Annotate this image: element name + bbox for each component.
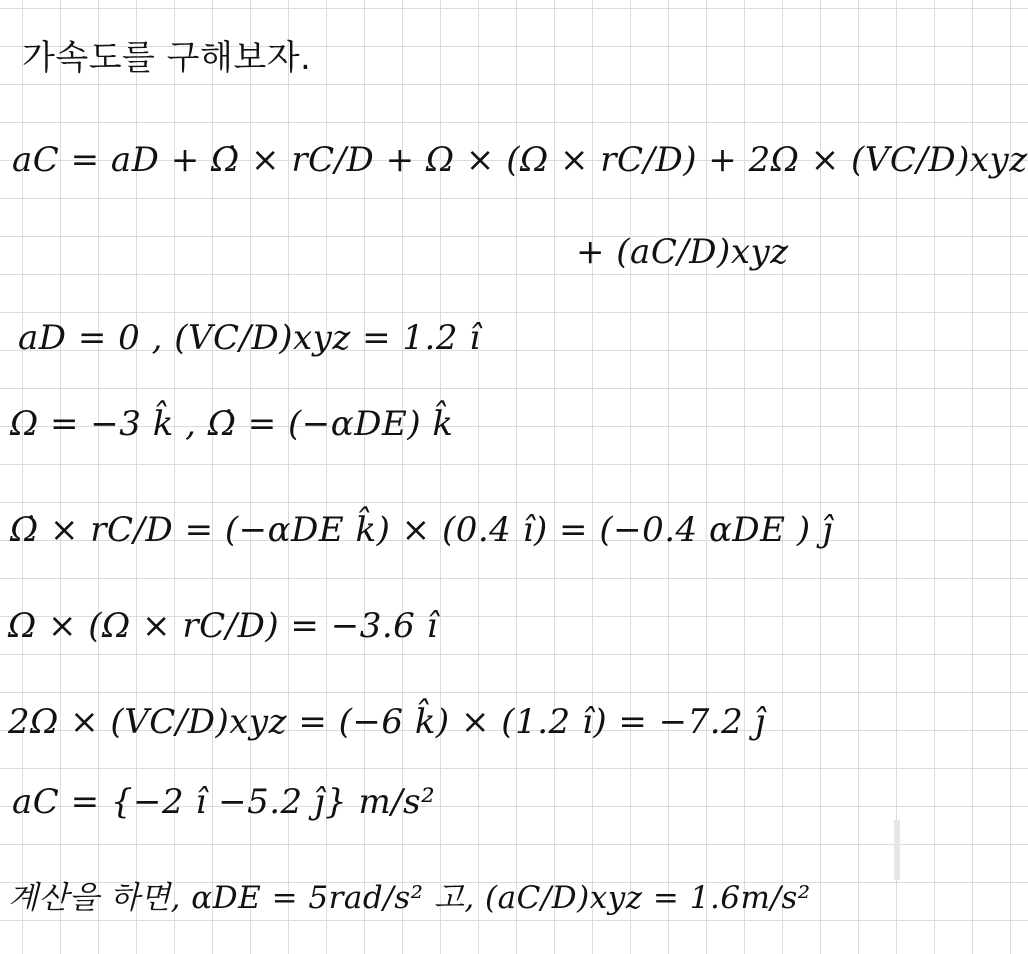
acceleration-result: aC = {−2 î −5.2 ĵ} m/s²	[12, 782, 436, 822]
centripetal-term: Ω × (Ω × rC/D) = −3.6 î	[8, 606, 438, 646]
acceleration-equation: aC = aD + Ω̇ × rC/D + Ω × (Ω × rC/D) + 2Ω × (VC/D)xyz	[12, 140, 1028, 180]
acceleration-equation-continued: + (aC/D)xyz	[576, 232, 789, 272]
note-title: 가속도를 구해보자.	[22, 38, 312, 78]
page-edge-mark	[894, 820, 900, 880]
given-values-line: aD = 0 , (VC/D)xyz = 1.2 î	[18, 318, 481, 358]
coriolis-term: 2Ω × (VC/D)xyz = (−6 k̂) × (1.2 î) = −7.2 ĵ	[8, 702, 766, 742]
omega-values-line: Ω = −3 k̂ , Ω̇ = (−αDE) k̂	[10, 404, 454, 444]
final-result-line: 계산을 하면, αDE = 5rad/s² 고, (aC/D)xyz = 1.6m/s²	[8, 880, 811, 916]
omega-dot-cross-term: Ω̇ × rC/D = (−αDE k̂) × (0.4 î) = (−0.4 αDE ) ĵ	[10, 510, 833, 550]
